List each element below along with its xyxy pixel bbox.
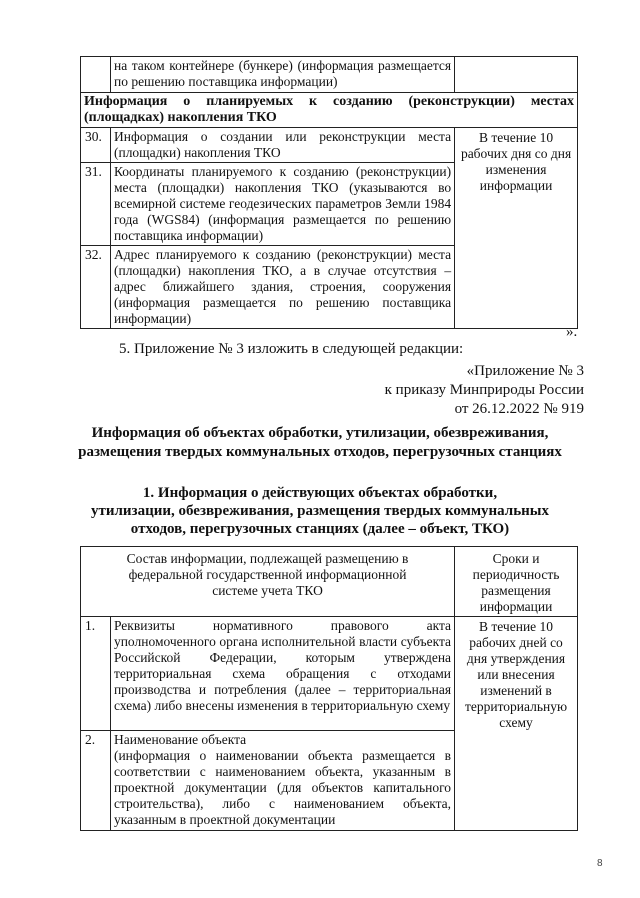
section-title-line-1: 1. Информация о действующих объектах обработки, [142, 485, 498, 501]
row-num-1: 1. [81, 617, 111, 731]
row-text-2: (информация о наименовании объекта размещается в соответствии с наименованием объекта, указанным в проектной документации (для объектов капитального строительства), либо с наименованием объекта, указанным в проектной документации [113, 748, 452, 827]
document-title [60, 424, 580, 462]
appendix-line-2: к приказу Минприроды России [384, 382, 584, 398]
doc-title-line-1: Информация об объектах обработки, утилизации, обезвреживания, [91, 425, 549, 441]
row-text-31: Координаты планируемого к созданию (реконструкции) места (площадки) накопления ТКО (указываются во всемирной системе геодезических параметров Земли 1984 года (WGS84) (информация размещается по решению поставщика информации) [110, 163, 454, 246]
row-num-32: 32. [81, 246, 111, 329]
section-title [60, 484, 580, 538]
header-info-composition: Состав информации, подлежащей размещению в федеральной государственной информационной системе учета ТКО [81, 547, 455, 617]
section-header-planned: Информация о планируемых к созданию (реконструкции) местах (площадках) накопления ТКО [81, 93, 578, 128]
row-title-2: Наименование объекта [113, 732, 247, 747]
top-table [80, 56, 578, 329]
row-num-2: 2. [81, 731, 111, 831]
row-text-1: Реквизиты нормативного правового акта уполномоченного органа исполнительной власти субъекта Российской Федерации, которым утверждена территориальная схема обращения с отходами производства и потребления (далее – территориальная схема) либо внесены изменения в территориальную схему [110, 617, 454, 731]
objects-table [80, 546, 578, 831]
appendix-header [385, 362, 584, 419]
closing-quote: ». [566, 324, 578, 340]
row-cell-2 [110, 731, 454, 831]
page-number: 8 [597, 858, 603, 869]
instruction-text: 5. Приложение № 3 изложить в следующей редакции: [119, 341, 464, 357]
deadline-cell-bottom [455, 617, 578, 831]
deadline-cell-top [455, 128, 578, 329]
deadline-text-top: В течение 10 рабочих дня со дня изменения информации [460, 130, 572, 193]
row-text-32: Адрес планируемого к созданию (реконструкции) места (площадки) накопления ТКО, а в случае отсутствия – адрес ближайшего здания, строения, сооружения (информация размещается по решению поставщика информации) [110, 246, 454, 329]
row-num-30: 30. [81, 128, 111, 163]
prev-row-deadline-cell [455, 57, 578, 93]
row-num-31: 31. [81, 163, 111, 246]
doc-title-line-2: размещения твердых коммунальных отходов, перегрузочных станциях [78, 444, 562, 460]
prev-row-num-cell [81, 57, 111, 93]
appendix-line-3: от 26.12.2022 № 919 [454, 401, 584, 417]
header-deadlines: Сроки и периодичность размещения информации [455, 547, 578, 617]
row-text-30: Информация о создании или реконструкции места (площадки) накопления ТКО [110, 128, 454, 163]
deadline-text-bottom: В течение 10 рабочих дней со дня утверждения или внесения изменений в территориальную схему [464, 619, 568, 730]
prev-row-text: на таком контейнере (бункере) (информация размещается по решению поставщика информации) [110, 57, 454, 93]
appendix-line-1: «Приложение № 3 [466, 363, 584, 379]
section-title-line-2: утилизации, обезвреживания, размещения твердых коммунальных [90, 503, 550, 519]
section-title-line-3: отходов, перегрузочных станциях (далее – объект, ТКО) [130, 521, 510, 537]
